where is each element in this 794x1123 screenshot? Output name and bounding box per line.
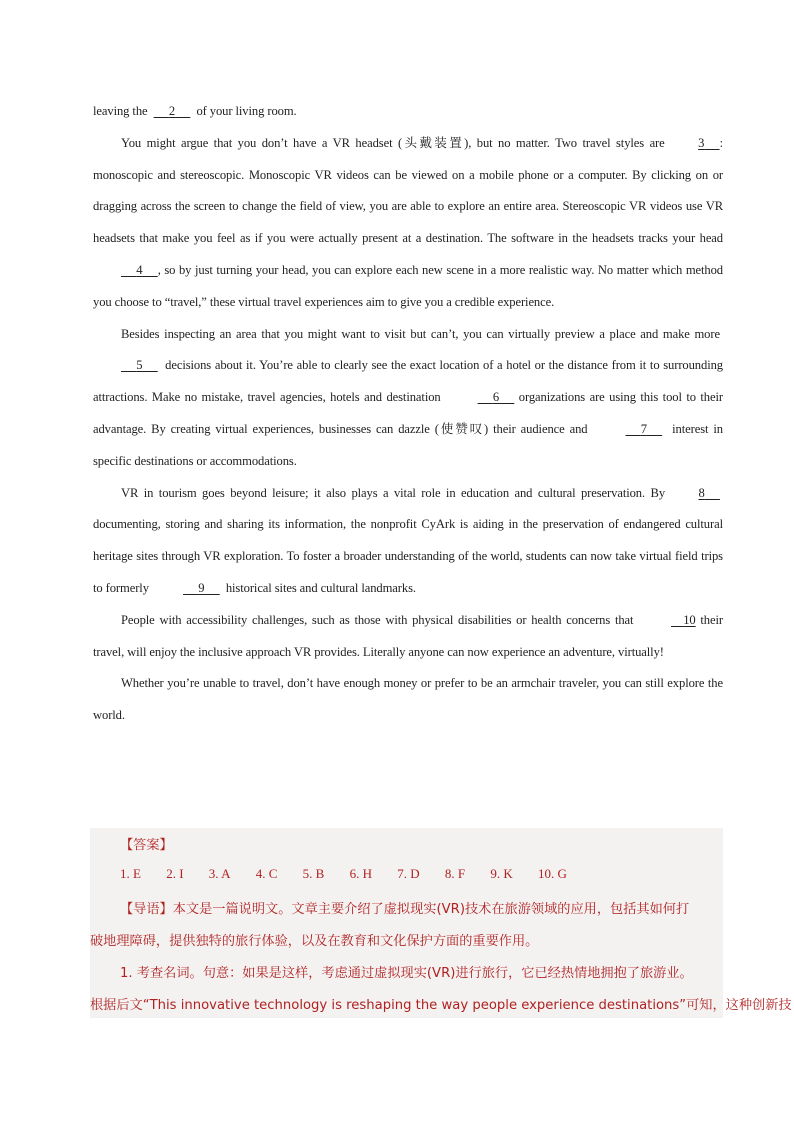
blank-number: 4	[136, 262, 143, 277]
text: of your living room.	[196, 104, 297, 118]
text: historical sites and cultural landmarks.	[225, 580, 416, 595]
text: their travel, will enjoy the inclusive approach VR provides. Literally anyone can now experience an adventure, virtually!	[93, 612, 723, 659]
guide-line-1: 【导语】本文是一篇说明文。文章主要介绍了虚拟现实(VR)技术在旅游领域的应用，包括其如何打	[120, 902, 690, 917]
paragraph-5	[93, 668, 723, 732]
blank-number: 6	[492, 390, 500, 405]
blank-number: 10	[683, 612, 696, 627]
answer-key	[120, 866, 753, 882]
paragraph-3	[93, 478, 723, 605]
blank-number: 3	[698, 135, 705, 150]
blank-number: 2	[168, 104, 176, 118]
blank-2	[154, 96, 191, 128]
answer-item: 6. H	[349, 866, 372, 881]
text: Besides inspecting an area that you might want to visit but can’t, you can virtually preview a place and make more	[121, 326, 720, 341]
answer-item: 10. G	[537, 866, 567, 881]
answer-section	[90, 828, 792, 1018]
paragraph-4	[93, 605, 723, 669]
text: : monoscopic and stereoscopic. Monoscopic VR videos can be viewed on a mobile phone or a computer. By clicking on or dragging across the screen to change the field of view, you are able to explore an entire area. Stereoscopic VR videos use VR headsets that make you feel as if you were actually present at a destination. The software in the headsets tracks your head	[93, 135, 723, 246]
blank-6	[450, 382, 515, 414]
paragraph-0	[93, 96, 723, 128]
blank-9	[155, 573, 220, 605]
text: VR in tourism goes beyond leisure; it also plays a vital role in education and cultural preservation. By	[121, 485, 666, 500]
guide-line-2: 破地理障碍，提供独特的旅行体验，以及在教育和文化保护方面的重要作用。	[90, 934, 539, 949]
answer-item: 4. C	[255, 866, 278, 881]
text: leaving the	[93, 104, 148, 118]
text: organizations are using this tool to their advantage. By creating virtual experiences, businesses can dazzle (使赞叹) their audience and	[93, 390, 723, 436]
explanation-line-1: 1. 考查名词。句意：如果是这样，考虑通过虚拟现实(VR)进行旅行，它已经热情地拥抱了旅游业。	[120, 966, 693, 981]
blank-number: 9	[198, 580, 205, 595]
answer-item: 1. E	[120, 866, 141, 881]
text: People with accessibility challenges, such as those with physical disabilities or health concerns that	[121, 612, 634, 627]
answer-item: 3. A	[208, 866, 231, 881]
text: , so by just turning your head, you can explore each new scene in a more realistic way. No matter which method you choose to “travel,” these virtual travel experiences aim to give you a credible experience.	[93, 262, 723, 309]
passage	[93, 96, 723, 732]
text: Whether you’re unable to travel, don’t have enough money or prefer to be an armchair traveler, you can still explore the world.	[93, 676, 723, 723]
blank-5	[93, 350, 158, 382]
text: You might argue that you don’t have a VR headset (头戴装置), but no matter. Two travel styles are	[121, 135, 665, 150]
answer-item: 9. K	[490, 866, 513, 881]
blank-3	[670, 128, 719, 160]
answer-item: 7. D	[397, 866, 420, 881]
blank-4	[93, 255, 158, 287]
paragraph-2	[93, 319, 723, 478]
text: interest in specific destinations or accommodations.	[93, 421, 723, 468]
blank-number: 5	[136, 358, 143, 373]
blank-10	[643, 605, 696, 637]
answer-item: 8. F	[444, 866, 466, 881]
blank-7	[597, 414, 662, 446]
text: documenting, storing and sharing its information, the nonprofit CyArk is aiding in the preservation of endangered cultural heritage sites through VR exploration. To foster a broader understanding of the world, students can now take virtual field trips to formerly	[93, 517, 723, 595]
answer-item: 5. B	[302, 866, 325, 881]
blank-number: 8	[698, 485, 705, 500]
explanation-line-2: 根据后文“This innovative technology is reshaping the way people experience destinations”可知，这种创新技	[90, 998, 792, 1013]
paragraph-1	[93, 128, 723, 319]
text: decisions about it. You’re able to clearly see the exact location of a hotel or the distance from it to surrounding attractions. Make no mistake, travel agencies, hotels and destination	[93, 358, 723, 405]
blank-number: 7	[640, 421, 647, 436]
answer-title: 【答案】	[120, 838, 173, 853]
blank-8	[670, 478, 719, 510]
answer-item: 2. I	[166, 866, 184, 881]
